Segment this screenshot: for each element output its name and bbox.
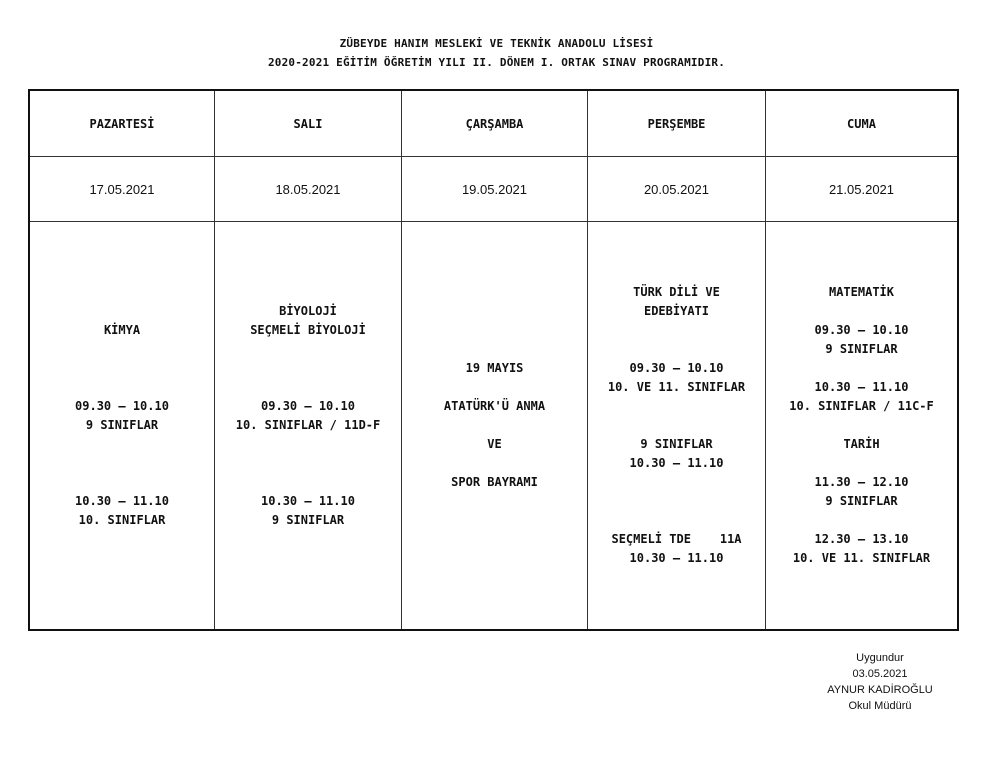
exam-program-title: 2020-2021 EĞİTİM ÖĞRETİM YILI II. DÖNEM I. ORTAK SINAV PROGRAMIDIR.	[267, 56, 726, 69]
date-friday: 21.05.2021	[828, 181, 895, 197]
approval-block	[800, 650, 960, 714]
exam-time: 10.30 – 11.10	[629, 551, 724, 565]
day-header-thursday: PERŞEMBE	[647, 116, 706, 131]
day-header-friday: CUMA	[847, 116, 876, 131]
subject-label: TÜRK DİLİ VE	[633, 285, 720, 299]
subject-label: EDEBİYATI	[643, 304, 710, 318]
holiday-label: VE	[487, 437, 502, 451]
exam-group: 10. SINIFLAR / 11D-F	[235, 418, 381, 432]
day-header-wednesday: ÇARŞAMBA	[465, 116, 524, 131]
exam-time: 10.30 – 11.10	[75, 494, 169, 508]
exam-schedule-table	[28, 89, 959, 631]
exam-group: 9 SINIFLAR	[825, 494, 898, 508]
exam-time: 10.30 – 11.10	[814, 380, 909, 394]
exam-cell-friday	[766, 222, 957, 631]
exam-time: 12.30 – 13.10	[814, 532, 909, 546]
subject-label: MATEMATİK	[828, 285, 895, 299]
exam-group: 9 SINIFLAR	[271, 513, 345, 527]
subject-label: SEÇMELİ TDE 11A	[611, 532, 742, 546]
exam-group: 10. VE 11. SINIFLAR	[792, 551, 931, 565]
day-header-tuesday: SALI	[293, 116, 323, 131]
principal-name: AYNUR KADİROĞLU	[827, 684, 933, 696]
exam-group: 9 SINIFLAR	[640, 437, 713, 451]
holiday-label: 19 MAYIS	[465, 361, 524, 375]
approval-date: 03.05.2021	[852, 668, 908, 680]
exam-group: 10. SINIFLAR	[78, 513, 166, 527]
exam-group: 9 SINIFLAR	[825, 342, 898, 356]
exam-group: 9 SINIFLAR	[85, 418, 159, 432]
date-monday: 17.05.2021	[89, 181, 155, 197]
exam-group: 10. SINIFLAR / 11C-F	[789, 399, 934, 413]
approval-label: Uygundur	[856, 652, 904, 664]
holiday-label: ATATÜRK'Ü ANMA	[443, 399, 546, 413]
exam-time: 09.30 – 10.10	[261, 399, 355, 413]
exam-cell-thursday	[588, 222, 765, 631]
subject-label: BİYOLOJİ	[279, 304, 337, 318]
subject-label: KİMYA	[103, 323, 141, 337]
subject-label: TARİH	[843, 437, 880, 451]
principal-title: Okul Müdürü	[848, 700, 912, 712]
holiday-label: SPOR BAYRAMI	[451, 475, 538, 489]
exam-group: 10. VE 11. SINIFLAR	[607, 380, 746, 394]
exam-cell-wednesday	[402, 222, 587, 631]
exam-time: 09.30 – 10.10	[629, 361, 724, 375]
date-tuesday: 18.05.2021	[275, 181, 341, 197]
exam-time: 11.30 – 12.10	[814, 475, 909, 489]
exam-time: 10.30 – 11.10	[261, 494, 355, 508]
exam-cell-tuesday	[215, 222, 401, 631]
exam-cell-monday	[30, 222, 214, 631]
exam-time: 10.30 – 11.10	[629, 456, 724, 470]
date-thursday: 20.05.2021	[643, 181, 710, 197]
date-wednesday: 19.05.2021	[461, 181, 528, 197]
subject-label: SEÇMELİ BİYOLOJİ	[250, 323, 366, 337]
exam-time: 09.30 – 10.10	[75, 399, 169, 413]
day-header-monday: PAZARTESİ	[89, 116, 155, 131]
exam-time: 09.30 – 10.10	[814, 323, 909, 337]
school-name: ZÜBEYDE HANIM MESLEKİ VE TEKNİK ANADOLU LİSESİ	[339, 37, 654, 50]
